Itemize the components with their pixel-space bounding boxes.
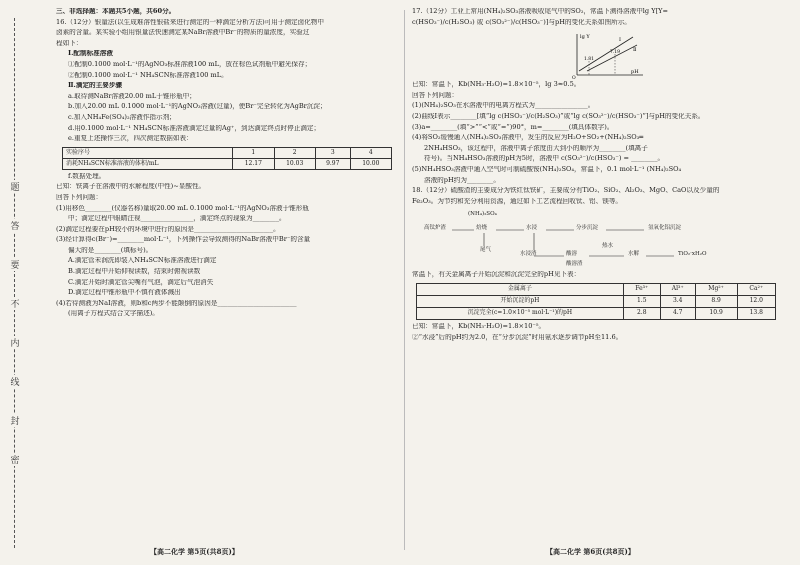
q18-line: 已知：常温下，Kb(NH₃·H₂O)=1.8×10⁻⁵。	[412, 322, 546, 330]
flow-node: 分步沉淀	[576, 225, 599, 232]
q17-line: 已知：常温下，Kb(NH₃·H₂O)=1.8×10⁻⁵，lg 3≈0.5。	[412, 81, 581, 89]
q17-subquestion: 2NH₄HSO₃，该过程中，溶液中离子浓度由大到小的顺序为________(填离子	[424, 144, 648, 152]
page-footer-left: 【高二化学 第5页(共8页)】	[150, 547, 239, 556]
precipitation-ph-table	[416, 283, 776, 320]
table-header-cell: 4	[350, 147, 391, 158]
seal-char: 密	[10, 453, 19, 466]
table-header-cell: 3	[315, 147, 350, 158]
q16-line: f.数据处理。	[68, 172, 106, 180]
table-cell: 4.7	[660, 307, 695, 319]
q16-subquestion: (2)滴定过程要在pH较小的环境中进行的原因是________________________。	[56, 225, 280, 233]
seal-char: 题	[10, 180, 19, 193]
q16-option: D.滴定过程中锥形瓶中不慎有液体溅出	[68, 289, 181, 297]
q16-step: b.加入20.00 mL 0.1000 mol·L⁻¹的AgNO₃溶液(过量)，使Br⁻完全转化为AgBr沉淀；	[68, 103, 327, 111]
flow-node: 热水	[602, 243, 614, 250]
table-header-cell: Fe³⁺	[623, 283, 660, 295]
q17-line: c(HSO₃⁻)/c(H₂SO₃) 或 c(SO₃²⁻)/c(HSO₃⁻)]与pH的变化关系如图所示。	[412, 18, 631, 26]
table-header-cell: Al³⁺	[660, 283, 695, 295]
seal-char: 封	[10, 414, 19, 427]
table-header-cell: 实验序号	[63, 147, 233, 158]
table-header-cell: Ca²⁺	[737, 283, 776, 295]
q18-line: 18.（12分）硫酸渣的主要成分为铁红钛铁矿，主要成分有TiO₂、SiO₂、Al₂O₃、MgO、CaO以及少量的	[412, 187, 720, 195]
table-cell: 8.9	[695, 295, 737, 307]
flow-node: 酸溶渣	[566, 261, 583, 268]
table-header-cell: 金属离子	[417, 283, 624, 295]
q17-subquestion: (2)曲线Ⅰ表示________[填“lg c(HSO₃⁻)/c(H₂SO₃)”或“lg c(SO₃²⁻)/c(HSO₃⁻)”]与pH的变化关系。	[412, 112, 705, 120]
flow-node: 水浸	[526, 225, 538, 232]
table-cell: 3.4	[660, 295, 695, 307]
q16-subquestion: (用离子方程式结合文字描述)。	[68, 310, 159, 318]
q16-step: d.用0.1000 mol·L⁻¹ NH₄SCN标准溶液滴定过量的Ag⁺，到达滴定终点时停止滴定；	[68, 124, 321, 132]
q16-line: ②配制0.1000 mol·L⁻¹ NH₄SCN标准溶液100 mL。	[68, 71, 228, 79]
table-row	[417, 283, 776, 295]
q17-subquestion: (1)(NH₄)₂SO₃在水溶液中的电离方程式为________________。	[412, 102, 595, 110]
flow-node: 酸溶	[566, 251, 578, 258]
q16-line: 16.（12分）银量法(以生成难溶性银盐来进行测定的一种滴定分析方法)可用于测定卤化物中	[56, 18, 324, 26]
q17-line: 17.（12分）工业上常用(NH₄)₂SO₃溶液吸收尾气中的SO₂，常温下测得溶液中lg Y[Y=	[412, 8, 669, 15]
q16-line: 已知：铁离子在溶液中的水解程度(中性)~显酸性。	[56, 183, 206, 191]
q16-subquestion: (1)用移色________(仪器名称)量取20.00 mL 0.1000 mol·L⁻¹的AgNO₃溶液于锥形瓶	[56, 204, 309, 212]
table-cell: 10.9	[695, 307, 737, 319]
page-footer-right: 【高二化学 第6页(共8页)】	[546, 547, 635, 556]
flow-node: 氢氧化铝沉淀	[648, 225, 682, 232]
q16-subquestion: 偏大的是________(填标号)。	[68, 246, 153, 254]
q18-line: ②“水浸”后的pH约为2.0，在“分步沉淀”时用氨水逐步调节pH至11.6。	[412, 333, 623, 341]
table-header-cell: 2	[274, 147, 315, 158]
table-cell: 13.8	[737, 307, 776, 319]
table-header-cell: 1	[233, 147, 274, 158]
q16-line: 卤素的含量。某实验小组用银量法快速测定某NaBr溶液中Br⁻的物质的量浓度，实验过	[56, 29, 310, 37]
flow-node: 焙烧	[476, 225, 488, 232]
flow-node: 尾气	[480, 247, 492, 254]
x-axis-label: pH	[631, 69, 639, 76]
q16-option: B.滴定过程中开始仰视读数，结束时俯视读数	[68, 268, 201, 276]
q16-step: e.重复上述操作三次，四次测定数据如表：	[68, 135, 193, 143]
table-row-label: 沉淀完全(c=1.0×10⁻⁵ mol·L⁻¹)的pH	[417, 307, 624, 319]
flow-node: TiO₂·xH₂O	[678, 251, 707, 258]
right-page	[412, 8, 784, 344]
flow-node: (NH₄)₂SO₄	[468, 211, 497, 218]
table-row	[63, 147, 392, 158]
q16-step: c.加入NH₄Fe(SO₄)₂溶液作指示剂；	[68, 113, 176, 121]
table-cell: 10.03	[274, 158, 315, 169]
q16-subquestion: 中；滴定过程中眼睛注视________________，滴定终点的现象为________。	[68, 215, 286, 223]
seal-line-label	[4, 180, 26, 466]
q16-option: C.滴定开始时滴定管尖嘴有气泡，滴定后气泡消失	[68, 278, 214, 286]
q18-line: Fe₂O₃。为节约和充分利用资源，通过如下工艺流程回收钛、铝、镁等。	[412, 197, 623, 205]
q18-line: 常温下，有关金属离子开始沉淀和沉淀完全的pH见下表：	[412, 271, 581, 279]
seal-char: 线	[10, 375, 19, 388]
q17-subquestion: (4)将SO₂缓慢通入(NH₄)₂SO₃溶液中，发生的反应为H₂O+SO₂+(NH₄)₂SO₃═	[412, 134, 644, 142]
page-divider	[404, 10, 405, 550]
curve-II-label: Ⅱ	[633, 47, 637, 54]
table-header-cell: Mg²⁺	[695, 283, 737, 295]
table-cell: 12.0	[737, 295, 776, 307]
point-a-label: 1.81	[584, 57, 595, 63]
seal-char: 要	[10, 258, 19, 271]
seal-char: 不	[10, 297, 19, 310]
q16-line: ①配制0.1000 mol·L⁻¹的AgNO₃标准溶液100 mL，放在棕色试剂瓶中避光保存；	[68, 60, 312, 68]
titration-data-table	[62, 147, 392, 170]
table-cell: 1.5	[623, 295, 660, 307]
table-row-label: 开始沉淀的pH	[417, 295, 624, 307]
q17-subquestion: (3)a=________(填“>”“<”或“=”)90°，m=________(填具体数字)。	[412, 123, 614, 131]
flow-node: 水解	[628, 251, 640, 258]
flowchart-arrows	[424, 210, 774, 268]
q16-subquestion: (4)若待测液为NaI溶液，则b和c两步不能颠倒的原因是________________________	[56, 299, 297, 307]
q17-line: 回答下列问题：	[412, 91, 459, 99]
table-cell: 12.17	[233, 158, 274, 169]
q17-subquestion: 符号)。当NH₄HSO₃溶液的pH为5时，溶液中 c(SO₃²⁻)/c(HSO₃⁻) = ________。	[424, 155, 665, 163]
question-17	[412, 8, 784, 187]
curve-I-label: Ⅰ	[619, 37, 621, 44]
q17-subquestion: (5)NH₄HSO₃溶液中通入空气时可制硫酸铵(NH₄)₂SO₄，常温下，0.1 mol·L⁻¹ (NH₄)₂SO₄	[412, 165, 682, 173]
flow-node: 高钛炉渣	[424, 225, 447, 232]
table-cell: 10.00	[350, 158, 391, 169]
flow-node: 水浸渣	[520, 251, 537, 258]
q17-subquestion: 溶液的pH约为________。	[424, 176, 500, 184]
left-page	[56, 8, 396, 321]
q16-line: 回答下列问题：	[56, 193, 103, 201]
graph-svg	[567, 31, 647, 79]
section-title: 三、非选择题：本题共5小题，共60分。	[56, 8, 176, 15]
q16-option: A.滴定管未润洗即装入NH₄SCN标准溶液进行滴定	[68, 257, 217, 265]
point-b-label: 7.19	[610, 50, 621, 56]
origin-label: O	[572, 76, 576, 80]
q16-line: 程如下：	[56, 39, 83, 47]
table-row	[417, 295, 776, 307]
question-16	[56, 19, 396, 321]
table-row	[417, 307, 776, 319]
seal-char: 答	[10, 219, 19, 232]
curve-I	[579, 37, 633, 71]
q16-heading: Ⅱ.滴定的主要步骤	[68, 82, 123, 90]
table-cell: 2.8	[623, 307, 660, 319]
y-axis-label: lg Y	[580, 34, 590, 41]
q16-subquestion: (3)经计算得c(Br⁻)=________mol·L⁻¹，下列操作会导致测得的NaBr溶液中Br⁻的含量	[56, 236, 311, 244]
question-18	[412, 187, 784, 344]
q16-heading: Ⅰ.配制标准溶液	[68, 50, 113, 58]
lgY-pH-graph	[567, 31, 647, 79]
curve-II	[587, 45, 637, 71]
table-cell: 9.97	[315, 158, 350, 169]
table-row	[63, 158, 392, 169]
binding-margin	[0, 0, 38, 565]
process-flowchart	[424, 210, 774, 268]
seal-char: 内	[10, 336, 19, 349]
table-row-label: 消耗NH₄SCN标准溶液的体积/mL	[63, 158, 233, 169]
q16-step: a.取待测NaBr溶液20.00 mL于锥形瓶中；	[68, 92, 196, 100]
